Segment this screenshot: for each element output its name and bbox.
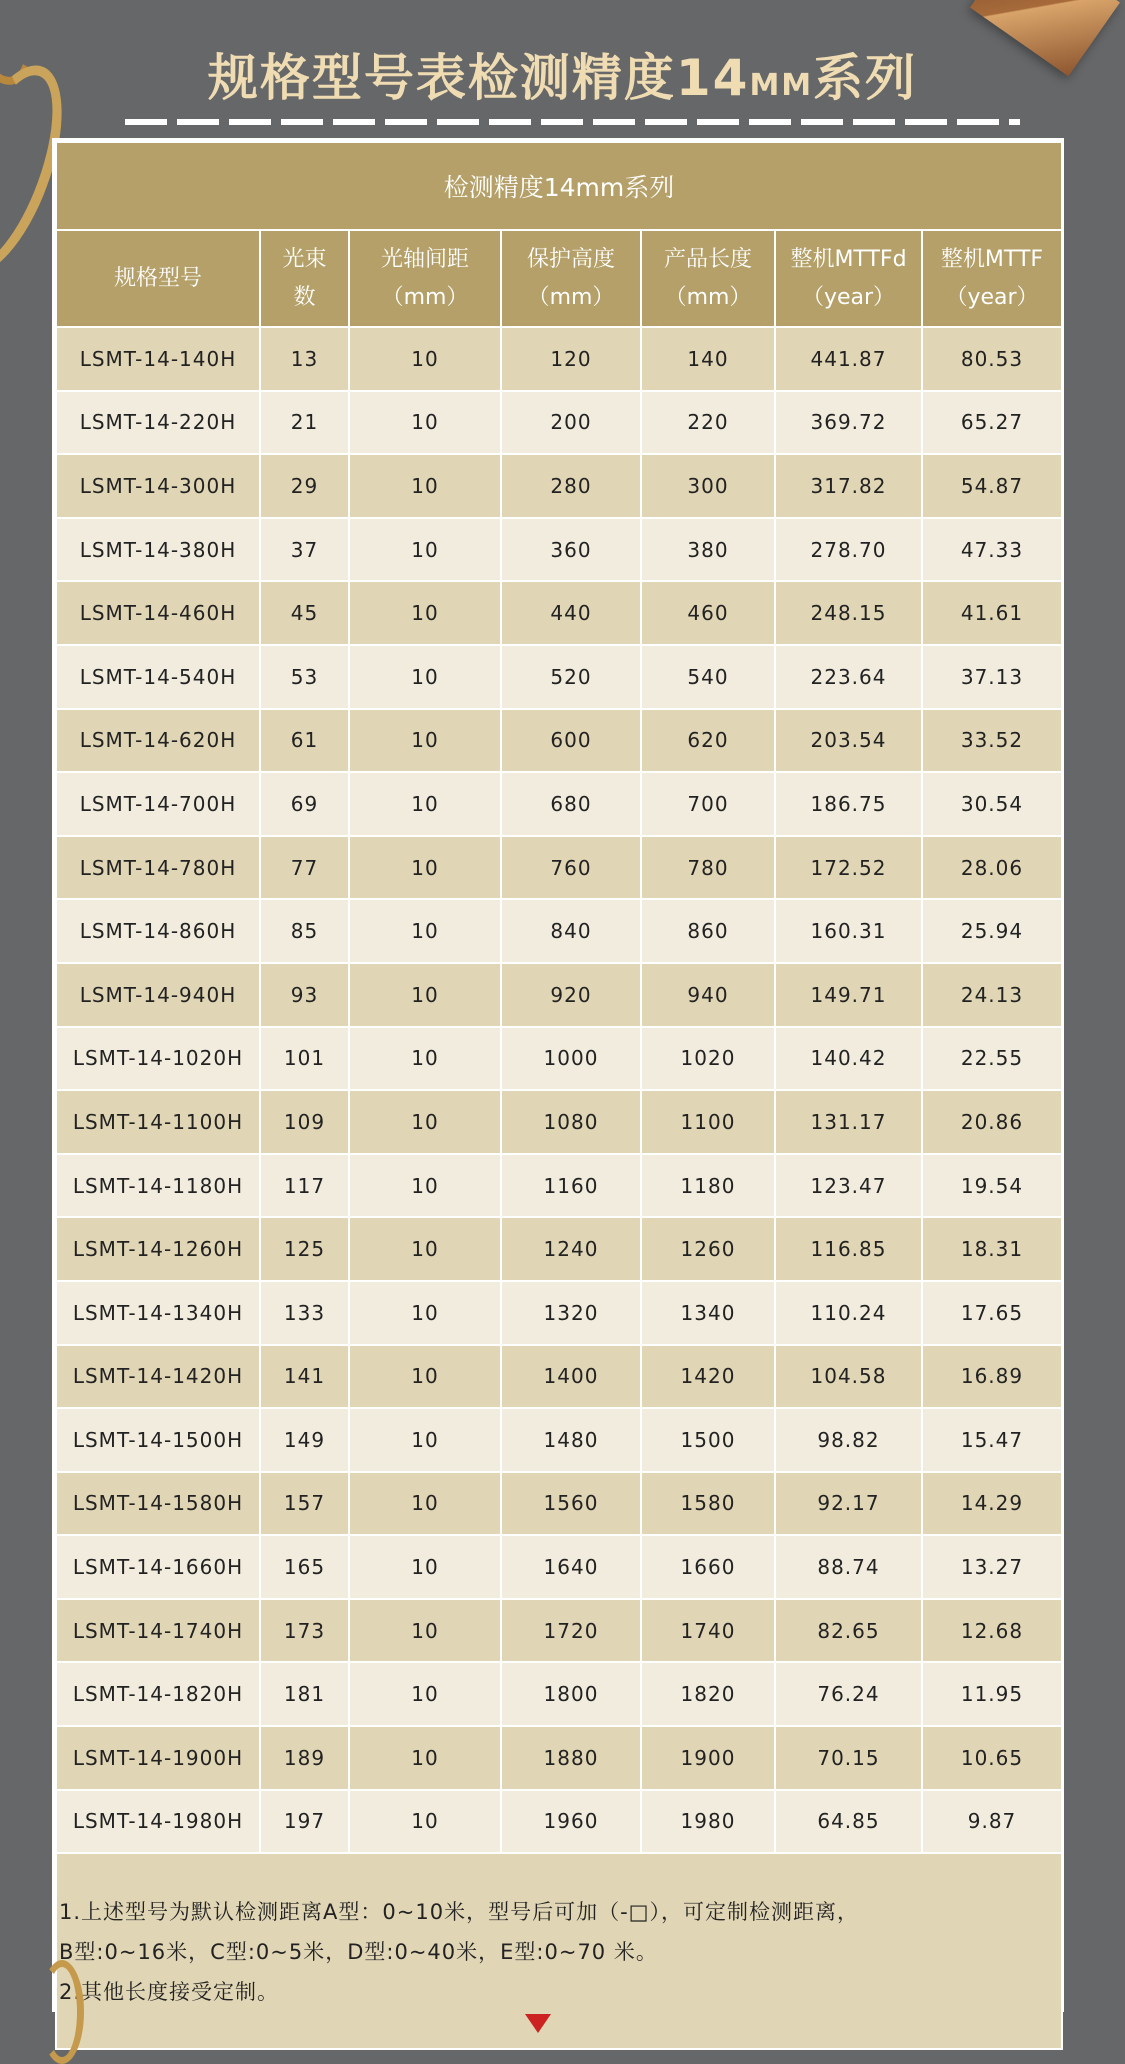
table-cell: 10 (349, 645, 501, 709)
table-cell: LSMT-14-620H (56, 709, 260, 773)
note-line: 2.其他长度接受定制。 (59, 1980, 280, 2005)
table-cell: 10 (349, 1726, 501, 1790)
table-cell: 10 (349, 518, 501, 582)
table-cell: 360 (501, 518, 641, 582)
table-cell: 17.65 (922, 1281, 1062, 1345)
table-cell: LSMT-14-540H (56, 645, 260, 709)
table-row (56, 645, 1062, 709)
table-cell: 10 (349, 1154, 501, 1218)
table-cell: 1740 (641, 1599, 775, 1663)
table-cell: 1320 (501, 1281, 641, 1345)
table-cell: 149.71 (775, 963, 922, 1027)
table-cell: 61 (260, 709, 349, 773)
table-cell: 540 (641, 645, 775, 709)
table-cell: 860 (641, 899, 775, 963)
table-cell: 15.47 (922, 1408, 1062, 1472)
table-cell: LSMT-14-460H (56, 581, 260, 645)
table-cell: 140 (641, 327, 775, 391)
table-cell: 141 (260, 1345, 349, 1409)
table-cell: 45 (260, 581, 349, 645)
table-cell: 300 (641, 454, 775, 518)
table-cell: 369.72 (775, 391, 922, 455)
table-row (56, 1599, 1062, 1663)
table-cell: 197 (260, 1790, 349, 1854)
table-cell: 1240 (501, 1217, 641, 1281)
table-cell: 220 (641, 391, 775, 455)
table-cell: 10 (349, 1027, 501, 1091)
table-cell: LSMT-14-1900H (56, 1726, 260, 1790)
table-row (56, 1217, 1062, 1281)
table-cell: 840 (501, 899, 641, 963)
table-cell: 98.82 (775, 1408, 922, 1472)
table-row (56, 327, 1062, 391)
table-cell: 10 (349, 1662, 501, 1726)
table-cell: 125 (260, 1217, 349, 1281)
table-row (56, 899, 1062, 963)
table-body (56, 327, 1062, 1853)
table-cell: 80.53 (922, 327, 1062, 391)
page-title-main: 规格型号表检测精度14 (207, 49, 750, 107)
table-cell: 173 (260, 1599, 349, 1663)
table-cell: 920 (501, 963, 641, 1027)
table-cell: 1960 (501, 1790, 641, 1854)
table-cell: 189 (260, 1726, 349, 1790)
table-cell: 116.85 (775, 1217, 922, 1281)
table-cell: 441.87 (775, 327, 922, 391)
table-cell: 41.61 (922, 581, 1062, 645)
table-cell: 186.75 (775, 772, 922, 836)
table-cell: 92.17 (775, 1472, 922, 1536)
table-cell: 620 (641, 709, 775, 773)
table-cell: 24.13 (922, 963, 1062, 1027)
title-dashed-underline (125, 119, 1020, 125)
table-row (56, 454, 1062, 518)
table-cell: LSMT-14-860H (56, 899, 260, 963)
table-cell: 380 (641, 518, 775, 582)
table-cell: 1080 (501, 1090, 641, 1154)
table-cell: 28.06 (922, 836, 1062, 900)
table-cell: 460 (641, 581, 775, 645)
table-cell: 760 (501, 836, 641, 900)
table-cell: 1880 (501, 1726, 641, 1790)
table-cell: 1480 (501, 1408, 641, 1472)
table-cell: 1160 (501, 1154, 641, 1218)
table-cell: 131.17 (775, 1090, 922, 1154)
table-cell: 11.95 (922, 1662, 1062, 1726)
page-title-unit: MM (749, 68, 814, 103)
table-row (56, 1535, 1062, 1599)
table-row (56, 1154, 1062, 1218)
column-header-line: （mm） (527, 284, 615, 310)
table-cell: 10 (349, 1281, 501, 1345)
table-cell: 149 (260, 1408, 349, 1472)
down-arrow-icon (525, 2014, 551, 2033)
table-cell: 120 (501, 327, 641, 391)
column-header-line: 光轴间距 (380, 246, 469, 272)
gold-ribbon-bottom-decoration (40, 1960, 84, 2064)
column-header-line: 整机MTTFd (790, 246, 907, 272)
table-cell: 140.42 (775, 1027, 922, 1091)
page-title-suffix: 系列 (813, 49, 918, 107)
table-cell: 20.86 (922, 1090, 1062, 1154)
table-cell: 33.52 (922, 709, 1062, 773)
column-header (501, 230, 641, 327)
table-row (56, 518, 1062, 582)
table-cell: 165 (260, 1535, 349, 1599)
table-cell: 53 (260, 645, 349, 709)
table-row (56, 963, 1062, 1027)
table-cell: 440 (501, 581, 641, 645)
table-row (56, 1472, 1062, 1536)
table-cell: LSMT-14-1500H (56, 1408, 260, 1472)
table-cell: 1720 (501, 1599, 641, 1663)
spec-table (55, 141, 1063, 2050)
table-cell: 123.47 (775, 1154, 922, 1218)
table-cell: 680 (501, 772, 641, 836)
table-cell: 160.31 (775, 899, 922, 963)
table-cell: 1820 (641, 1662, 775, 1726)
table-cell: 1020 (641, 1027, 775, 1091)
table-cell: 101 (260, 1027, 349, 1091)
table-cell: 10 (349, 454, 501, 518)
table-cell: 10 (349, 391, 501, 455)
table-cell: 10 (349, 963, 501, 1027)
table-cell: 110.24 (775, 1281, 922, 1345)
table-cell: 10 (349, 899, 501, 963)
table-cell: 1400 (501, 1345, 641, 1409)
page-title (0, 38, 1125, 110)
table-cell: 12.68 (922, 1599, 1062, 1663)
table-cell: 1260 (641, 1217, 775, 1281)
table-cell: LSMT-14-700H (56, 772, 260, 836)
column-header-line: （year） (945, 284, 1039, 310)
table-cell: 203.54 (775, 709, 922, 773)
column-header-line: 产品长度 (663, 246, 752, 272)
table-cell: 10 (349, 709, 501, 773)
table-row (56, 709, 1062, 773)
table-cell: LSMT-14-1260H (56, 1217, 260, 1281)
table-cell: 280 (501, 454, 641, 518)
table-cell: 317.82 (775, 454, 922, 518)
table-cell: 69 (260, 772, 349, 836)
table-cell: 117 (260, 1154, 349, 1218)
table-notes (56, 1853, 1062, 2049)
table-cell: 10 (349, 1599, 501, 1663)
table-cell: 1500 (641, 1408, 775, 1472)
column-header (260, 230, 349, 327)
table-cell: 1640 (501, 1535, 641, 1599)
column-header-line: 规格型号 (113, 265, 202, 291)
table-cell: 93 (260, 963, 349, 1027)
table-cell: 76.24 (775, 1662, 922, 1726)
table-caption: 检测精度14mm系列 (56, 142, 1062, 230)
table-cell: 37 (260, 518, 349, 582)
table-cell: 181 (260, 1662, 349, 1726)
table-row (56, 1662, 1062, 1726)
table-cell: 82.65 (775, 1599, 922, 1663)
table-cell: 13.27 (922, 1535, 1062, 1599)
table-cell: 1980 (641, 1790, 775, 1854)
table-cell: 1420 (641, 1345, 775, 1409)
table-cell: 940 (641, 963, 775, 1027)
table-cell: 1340 (641, 1281, 775, 1345)
table-cell: LSMT-14-1660H (56, 1535, 260, 1599)
table-row (56, 772, 1062, 836)
column-header-line: 整机MTTF (940, 246, 1044, 272)
table-cell: 104.58 (775, 1345, 922, 1409)
table-cell: 47.33 (922, 518, 1062, 582)
table-cell: 10 (349, 1217, 501, 1281)
table-row (56, 581, 1062, 645)
table-cell: 1900 (641, 1726, 775, 1790)
column-header-line: （mm） (664, 284, 752, 310)
column-header-line: （year） (801, 284, 896, 310)
table-row (56, 1408, 1062, 1472)
table-cell: 18.31 (922, 1217, 1062, 1281)
table-cell: LSMT-14-300H (56, 454, 260, 518)
table-cell: 64.85 (775, 1790, 922, 1854)
column-header (775, 230, 922, 327)
table-row (56, 1027, 1062, 1091)
table-cell: 1580 (641, 1472, 775, 1536)
table-cell: LSMT-14-1580H (56, 1472, 260, 1536)
table-cell: 248.15 (775, 581, 922, 645)
table-cell: LSMT-14-1980H (56, 1790, 260, 1854)
table-cell: 700 (641, 772, 775, 836)
table-cell: 21 (260, 391, 349, 455)
column-header (922, 230, 1062, 327)
table-row (56, 1090, 1062, 1154)
table-cell: 30.54 (922, 772, 1062, 836)
table-cell: 10 (349, 1090, 501, 1154)
table-cell: LSMT-14-1180H (56, 1154, 260, 1218)
table-cell: 25.94 (922, 899, 1062, 963)
table-cell: LSMT-14-140H (56, 327, 260, 391)
table-row (56, 836, 1062, 900)
table-cell: 10 (349, 327, 501, 391)
table-cell: 54.87 (922, 454, 1062, 518)
table-cell: 157 (260, 1472, 349, 1536)
table-cell: 19.54 (922, 1154, 1062, 1218)
column-header-line: 保护高度 (526, 246, 615, 272)
spec-table-container (52, 138, 1064, 2012)
table-cell: 13 (260, 327, 349, 391)
table-row (56, 391, 1062, 455)
table-row (56, 1345, 1062, 1409)
table-cell: 520 (501, 645, 641, 709)
table-cell: 88.74 (775, 1535, 922, 1599)
table-cell: 780 (641, 836, 775, 900)
table-cell: 10 (349, 836, 501, 900)
column-header-line: （mm） (381, 284, 469, 310)
note-line: B型:0~16米，C型:0~5米，D型:0~40米，E型:0~70 米。 (59, 1940, 658, 1965)
table-cell: 22.55 (922, 1027, 1062, 1091)
table-cell: 14.29 (922, 1472, 1062, 1536)
table-cell: 16.89 (922, 1345, 1062, 1409)
table-cell: LSMT-14-1020H (56, 1027, 260, 1091)
table-cell: LSMT-14-1100H (56, 1090, 260, 1154)
table-cell: LSMT-14-940H (56, 963, 260, 1027)
table-cell: 1660 (641, 1535, 775, 1599)
table-row (56, 1281, 1062, 1345)
table-cell: 1180 (641, 1154, 775, 1218)
table-cell: 1000 (501, 1027, 641, 1091)
column-header (641, 230, 775, 327)
table-cell: LSMT-14-1420H (56, 1345, 260, 1409)
table-cell: 77 (260, 836, 349, 900)
column-header (56, 230, 260, 327)
table-cell: 9.87 (922, 1790, 1062, 1854)
table-cell: 278.70 (775, 518, 922, 582)
table-cell: 10 (349, 581, 501, 645)
table-cell: 10 (349, 1790, 501, 1854)
table-cell: 10.65 (922, 1726, 1062, 1790)
table-cell: 223.64 (775, 645, 922, 709)
table-cell: 1560 (501, 1472, 641, 1536)
column-header-line: 数 (293, 284, 316, 310)
table-cell: 65.27 (922, 391, 1062, 455)
table-row (56, 1726, 1062, 1790)
table-cell: 37.13 (922, 645, 1062, 709)
table-cell: 172.52 (775, 836, 922, 900)
table-cell: 70.15 (775, 1726, 922, 1790)
table-header-row (56, 230, 1062, 327)
table-cell: 600 (501, 709, 641, 773)
table-cell: 10 (349, 772, 501, 836)
table-row (56, 1790, 1062, 1854)
table-cell: 29 (260, 454, 349, 518)
table-cell: 133 (260, 1281, 349, 1345)
table-cell: 10 (349, 1472, 501, 1536)
column-header (349, 230, 501, 327)
table-cell: LSMT-14-380H (56, 518, 260, 582)
table-cell: LSMT-14-780H (56, 836, 260, 900)
table-cell: 109 (260, 1090, 349, 1154)
table-cell: 1100 (641, 1090, 775, 1154)
column-header-line: 光束 (282, 246, 327, 272)
table-cell: 85 (260, 899, 349, 963)
table-cell: 10 (349, 1345, 501, 1409)
table-cell: LSMT-14-220H (56, 391, 260, 455)
table-cell: 10 (349, 1535, 501, 1599)
table-cell: 10 (349, 1408, 501, 1472)
table-cell: 1800 (501, 1662, 641, 1726)
table-cell: LSMT-14-1820H (56, 1662, 260, 1726)
table-cell: LSMT-14-1340H (56, 1281, 260, 1345)
table-cell: LSMT-14-1740H (56, 1599, 260, 1663)
table-cell: 200 (501, 391, 641, 455)
note-line: 1.上述型号为默认检测距离A型：0~10米，型号后可加（-□），可定制检测距离， (59, 1900, 859, 1925)
